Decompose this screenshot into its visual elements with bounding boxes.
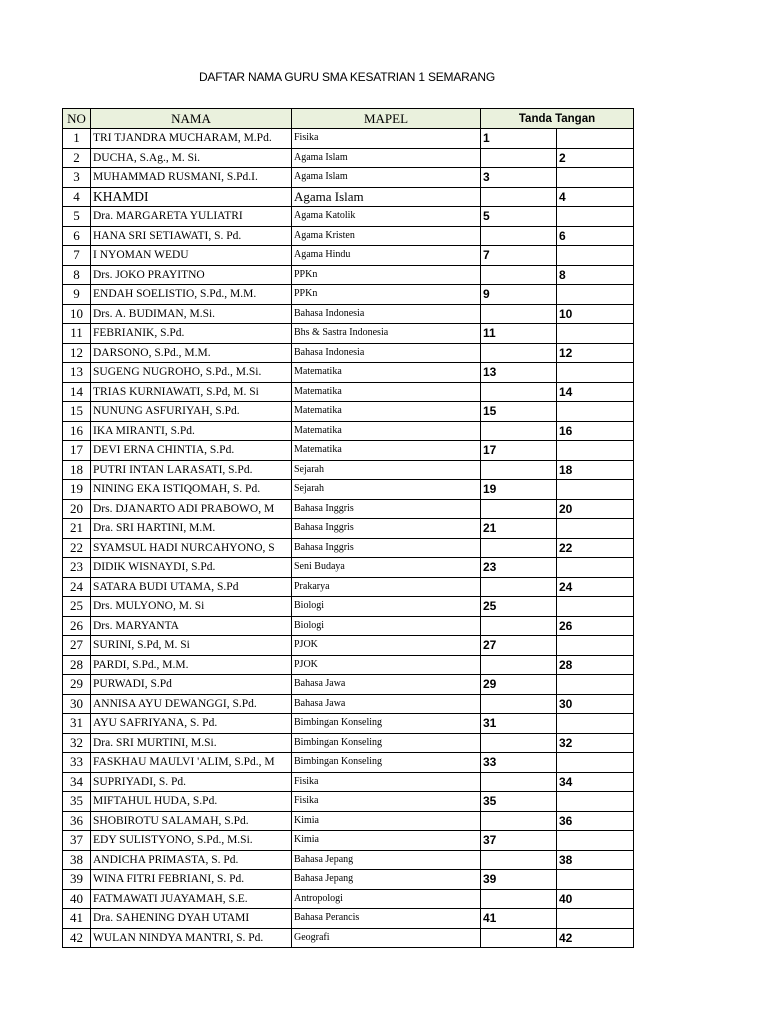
row-number: 13	[63, 363, 91, 383]
subject: Prakarya	[292, 577, 481, 597]
signature-right	[557, 441, 634, 461]
row-number: 9	[63, 285, 91, 305]
teacher-name: Drs. MARYANTA	[91, 616, 292, 636]
teacher-name: TRI TJANDRA MUCHARAM, M.Pd.	[91, 129, 292, 149]
subject: Fisika	[292, 792, 481, 812]
table-row	[63, 519, 634, 539]
signature-left: 5	[481, 207, 557, 227]
table-row	[63, 753, 634, 773]
table-row	[63, 421, 634, 441]
teacher-name: SYAMSUL HADI NURCAHYONO, S	[91, 538, 292, 558]
table-row	[63, 772, 634, 792]
signature-right	[557, 519, 634, 539]
teacher-name: IKA MIRANTI, S.Pd.	[91, 421, 292, 441]
subject: Bahasa Jepang	[292, 850, 481, 870]
table-row	[63, 265, 634, 285]
signature-left: 3	[481, 168, 557, 188]
signature-left: 39	[481, 870, 557, 890]
subject: Seni Budaya	[292, 558, 481, 578]
signature-right	[557, 246, 634, 266]
table-row	[63, 148, 634, 168]
signature-left: 23	[481, 558, 557, 578]
signature-left: 37	[481, 831, 557, 851]
table-row	[63, 655, 634, 675]
table-row	[63, 441, 634, 461]
signature-right: 26	[557, 616, 634, 636]
subject: Matematika	[292, 382, 481, 402]
table-row	[63, 129, 634, 149]
row-number: 35	[63, 792, 91, 812]
row-number: 32	[63, 733, 91, 753]
row-number: 21	[63, 519, 91, 539]
teacher-name: KHAMDI	[91, 187, 292, 207]
signature-left	[481, 772, 557, 792]
subject: Agama Hindu	[292, 246, 481, 266]
row-number: 23	[63, 558, 91, 578]
subject: Bimbingan Konseling	[292, 714, 481, 734]
table-row	[63, 363, 634, 383]
subject: Bahasa Inggris	[292, 538, 481, 558]
signature-right: 8	[557, 265, 634, 285]
table-row	[63, 187, 634, 207]
subject: Geografi	[292, 928, 481, 948]
teacher-name: SHOBIROTU SALAMAH, S.Pd.	[91, 811, 292, 831]
signature-right	[557, 129, 634, 149]
teacher-name: Drs. DJANARTO ADI PRABOWO, M	[91, 499, 292, 519]
table-row	[63, 226, 634, 246]
signature-left	[481, 421, 557, 441]
teacher-name: Dra. SRI HARTINI, M.M.	[91, 519, 292, 539]
signature-right	[557, 402, 634, 422]
signature-right	[557, 909, 634, 929]
signature-left	[481, 928, 557, 948]
signature-right: 42	[557, 928, 634, 948]
table-row	[63, 538, 634, 558]
row-number: 41	[63, 909, 91, 929]
row-number: 1	[63, 129, 91, 149]
table-row	[63, 324, 634, 344]
subject: Bhs & Sastra Indonesia	[292, 324, 481, 344]
row-number: 39	[63, 870, 91, 890]
subject: Fisika	[292, 772, 481, 792]
signature-left: 7	[481, 246, 557, 266]
row-number: 37	[63, 831, 91, 851]
table-row	[63, 207, 634, 227]
signature-left	[481, 304, 557, 324]
subject: Agama Katolik	[292, 207, 481, 227]
teacher-name: PURWADI, S.Pd	[91, 675, 292, 695]
subject: Biologi	[292, 597, 481, 617]
signature-left: 1	[481, 129, 557, 149]
table-row	[63, 460, 634, 480]
teacher-name: ENDAH SOELISTIO, S.Pd., M.M.	[91, 285, 292, 305]
teacher-name: ANDICHA PRIMASTA, S. Pd.	[91, 850, 292, 870]
signature-left	[481, 577, 557, 597]
signature-right	[557, 831, 634, 851]
signature-right	[557, 168, 634, 188]
signature-right: 24	[557, 577, 634, 597]
signature-left: 31	[481, 714, 557, 734]
teacher-name: DUCHA, S.Ag., M. Si.	[91, 148, 292, 168]
signature-left: 25	[481, 597, 557, 617]
table-row	[63, 382, 634, 402]
signature-left	[481, 655, 557, 675]
subject: Bahasa Inggris	[292, 519, 481, 539]
row-number: 16	[63, 421, 91, 441]
subject: Matematika	[292, 441, 481, 461]
subject: PPKn	[292, 265, 481, 285]
teacher-name: WINA FITRI FEBRIANI, S. Pd.	[91, 870, 292, 890]
subject: Antropologi	[292, 889, 481, 909]
table-row	[63, 597, 634, 617]
signature-left	[481, 811, 557, 831]
row-number: 11	[63, 324, 91, 344]
signature-right: 6	[557, 226, 634, 246]
signature-right: 40	[557, 889, 634, 909]
table-row	[63, 909, 634, 929]
signature-right: 20	[557, 499, 634, 519]
table-row	[63, 402, 634, 422]
document-title: DAFTAR NAMA GURU SMA KESATRIAN 1 SEMARANG	[198, 70, 496, 84]
row-number: 22	[63, 538, 91, 558]
subject: Kimia	[292, 811, 481, 831]
row-number: 19	[63, 480, 91, 500]
signature-left	[481, 187, 557, 207]
signature-right	[557, 753, 634, 773]
row-number: 3	[63, 168, 91, 188]
teacher-name: FASKHAU MAULVI 'ALIM, S.Pd., M	[91, 753, 292, 773]
teacher-name: SUGENG NUGROHO, S.Pd., M.Si.	[91, 363, 292, 383]
teacher-name: NINING EKA ISTIQOMAH, S. Pd.	[91, 480, 292, 500]
subject: Sejarah	[292, 460, 481, 480]
teacher-name: WULAN NINDYA MANTRI, S. Pd.	[91, 928, 292, 948]
subject: Bahasa Indonesia	[292, 343, 481, 363]
row-number: 5	[63, 207, 91, 227]
table-row	[63, 285, 634, 305]
row-number: 27	[63, 636, 91, 656]
header-signature: Tanda Tangan	[481, 109, 634, 129]
table-row	[63, 343, 634, 363]
row-number: 31	[63, 714, 91, 734]
teacher-name: SUPRIYADI, S. Pd.	[91, 772, 292, 792]
teacher-name: TRIAS KURNIAWATI, S.Pd, M. Si	[91, 382, 292, 402]
signature-left	[481, 538, 557, 558]
row-number: 20	[63, 499, 91, 519]
signature-left	[481, 850, 557, 870]
table-row	[63, 577, 634, 597]
table-row	[63, 246, 634, 266]
signature-right	[557, 324, 634, 344]
signature-left: 13	[481, 363, 557, 383]
row-number: 38	[63, 850, 91, 870]
signature-left	[481, 382, 557, 402]
signature-left	[481, 694, 557, 714]
table-header	[63, 109, 634, 129]
teacher-name: DEVI ERNA CHINTIA, S.Pd.	[91, 441, 292, 461]
header-no: NO	[63, 109, 91, 129]
signature-right: 22	[557, 538, 634, 558]
table-row	[63, 480, 634, 500]
signature-left	[481, 616, 557, 636]
subject: Agama Islam	[292, 168, 481, 188]
subject: Bahasa Indonesia	[292, 304, 481, 324]
table-row	[63, 733, 634, 753]
signature-left: 21	[481, 519, 557, 539]
header-row	[63, 109, 634, 129]
subject: Bimbingan Konseling	[292, 733, 481, 753]
row-number: 12	[63, 343, 91, 363]
signature-left: 11	[481, 324, 557, 344]
table-row	[63, 694, 634, 714]
header-mapel: MAPEL	[292, 109, 481, 129]
table-row	[63, 675, 634, 695]
subject: Bahasa Jawa	[292, 694, 481, 714]
teacher-name: SATARA BUDI UTAMA, S.Pd	[91, 577, 292, 597]
table-row	[63, 499, 634, 519]
teacher-name: FATMAWATI JUAYAMAH, S.E.	[91, 889, 292, 909]
signature-right	[557, 363, 634, 383]
teacher-name: Dra. SAHENING DYAH UTAMI	[91, 909, 292, 929]
row-number: 29	[63, 675, 91, 695]
subject: Bahasa Inggris	[292, 499, 481, 519]
row-number: 2	[63, 148, 91, 168]
signature-right: 28	[557, 655, 634, 675]
subject: Matematika	[292, 402, 481, 422]
subject: Agama Islam	[292, 187, 481, 207]
teacher-name: FEBRIANIK, S.Pd.	[91, 324, 292, 344]
subject: PPKn	[292, 285, 481, 305]
signature-left: 9	[481, 285, 557, 305]
row-number: 30	[63, 694, 91, 714]
header-nama: NAMA	[91, 109, 292, 129]
row-number: 8	[63, 265, 91, 285]
signature-right: 32	[557, 733, 634, 753]
row-number: 4	[63, 187, 91, 207]
teacher-name: ANNISA AYU DEWANGGI, S.Pd.	[91, 694, 292, 714]
row-number: 18	[63, 460, 91, 480]
signature-right: 12	[557, 343, 634, 363]
row-number: 14	[63, 382, 91, 402]
signature-left: 15	[481, 402, 557, 422]
table-row	[63, 714, 634, 734]
table-body	[63, 129, 634, 948]
signature-right: 30	[557, 694, 634, 714]
teacher-name: DIDIK WISNAYDI, S.Pd.	[91, 558, 292, 578]
row-number: 24	[63, 577, 91, 597]
subject: Fisika	[292, 129, 481, 149]
signature-right: 18	[557, 460, 634, 480]
signature-left: 19	[481, 480, 557, 500]
teacher-name: Dra. MARGARETA YULIATRI	[91, 207, 292, 227]
signature-right	[557, 675, 634, 695]
teacher-name: Drs. JOKO PRAYITNO	[91, 265, 292, 285]
row-number: 7	[63, 246, 91, 266]
teacher-name: SURINI, S.Pd, M. Si	[91, 636, 292, 656]
signature-left: 41	[481, 909, 557, 929]
teacher-name: HANA SRI SETIAWATI, S. Pd.	[91, 226, 292, 246]
signature-left	[481, 226, 557, 246]
row-number: 28	[63, 655, 91, 675]
signature-left	[481, 733, 557, 753]
teacher-name: EDY SULISTYONO, S.Pd., M.Si.	[91, 831, 292, 851]
subject: Sejarah	[292, 480, 481, 500]
table-row	[63, 304, 634, 324]
row-number: 40	[63, 889, 91, 909]
subject: Agama Kristen	[292, 226, 481, 246]
signature-right	[557, 558, 634, 578]
table-row	[63, 616, 634, 636]
row-number: 42	[63, 928, 91, 948]
table-row	[63, 792, 634, 812]
subject: Bahasa Perancis	[292, 909, 481, 929]
table-row	[63, 636, 634, 656]
table-row	[63, 889, 634, 909]
teacher-name: MUHAMMAD RUSMANI, S.Pd.I.	[91, 168, 292, 188]
signature-right: 16	[557, 421, 634, 441]
teacher-table	[62, 108, 634, 948]
signature-right	[557, 714, 634, 734]
teacher-name: PARDI, S.Pd., M.M.	[91, 655, 292, 675]
subject: Bahasa Jawa	[292, 675, 481, 695]
subject: Kimia	[292, 831, 481, 851]
table-row	[63, 831, 634, 851]
subject: PJOK	[292, 636, 481, 656]
signature-right	[557, 597, 634, 617]
signature-right: 2	[557, 148, 634, 168]
teacher-name: Drs. A. BUDIMAN, M.Si.	[91, 304, 292, 324]
row-number: 17	[63, 441, 91, 461]
subject: Matematika	[292, 421, 481, 441]
signature-right: 4	[557, 187, 634, 207]
teacher-name: AYU SAFRIYANA, S. Pd.	[91, 714, 292, 734]
signature-right	[557, 636, 634, 656]
teacher-name: Dra. SRI MURTINI, M.Si.	[91, 733, 292, 753]
signature-right: 14	[557, 382, 634, 402]
teacher-name: I NYOMAN WEDU	[91, 246, 292, 266]
row-number: 36	[63, 811, 91, 831]
signature-left	[481, 148, 557, 168]
subject: Biologi	[292, 616, 481, 636]
teacher-name: Drs. MULYONO, M. Si	[91, 597, 292, 617]
row-number: 6	[63, 226, 91, 246]
table-row	[63, 870, 634, 890]
signature-left: 27	[481, 636, 557, 656]
table-row	[63, 928, 634, 948]
signature-right: 34	[557, 772, 634, 792]
teacher-name: DARSONO, S.Pd., M.M.	[91, 343, 292, 363]
table-row	[63, 811, 634, 831]
signature-right	[557, 870, 634, 890]
subject: Bahasa Jepang	[292, 870, 481, 890]
signature-left: 17	[481, 441, 557, 461]
row-number: 26	[63, 616, 91, 636]
teacher-name: PUTRI INTAN LARASATI, S.Pd.	[91, 460, 292, 480]
signature-right: 38	[557, 850, 634, 870]
signature-right	[557, 207, 634, 227]
signature-left	[481, 265, 557, 285]
subject: Matematika	[292, 363, 481, 383]
signature-left	[481, 460, 557, 480]
subject: Agama Islam	[292, 148, 481, 168]
teacher-name: NUNUNG ASFURIYAH, S.Pd.	[91, 402, 292, 422]
subject: Bimbingan Konseling	[292, 753, 481, 773]
signature-left	[481, 343, 557, 363]
signature-left	[481, 499, 557, 519]
row-number: 34	[63, 772, 91, 792]
row-number: 33	[63, 753, 91, 773]
subject: PJOK	[292, 655, 481, 675]
signature-right	[557, 480, 634, 500]
signature-left: 35	[481, 792, 557, 812]
signature-left: 29	[481, 675, 557, 695]
row-number: 10	[63, 304, 91, 324]
table-row	[63, 558, 634, 578]
signature-right: 10	[557, 304, 634, 324]
signature-right: 36	[557, 811, 634, 831]
row-number: 15	[63, 402, 91, 422]
table-row	[63, 168, 634, 188]
row-number: 25	[63, 597, 91, 617]
signature-right	[557, 792, 634, 812]
table-row	[63, 850, 634, 870]
teacher-name: MIFTAHUL HUDA, S.Pd.	[91, 792, 292, 812]
signature-left	[481, 889, 557, 909]
signature-left: 33	[481, 753, 557, 773]
signature-right	[557, 285, 634, 305]
